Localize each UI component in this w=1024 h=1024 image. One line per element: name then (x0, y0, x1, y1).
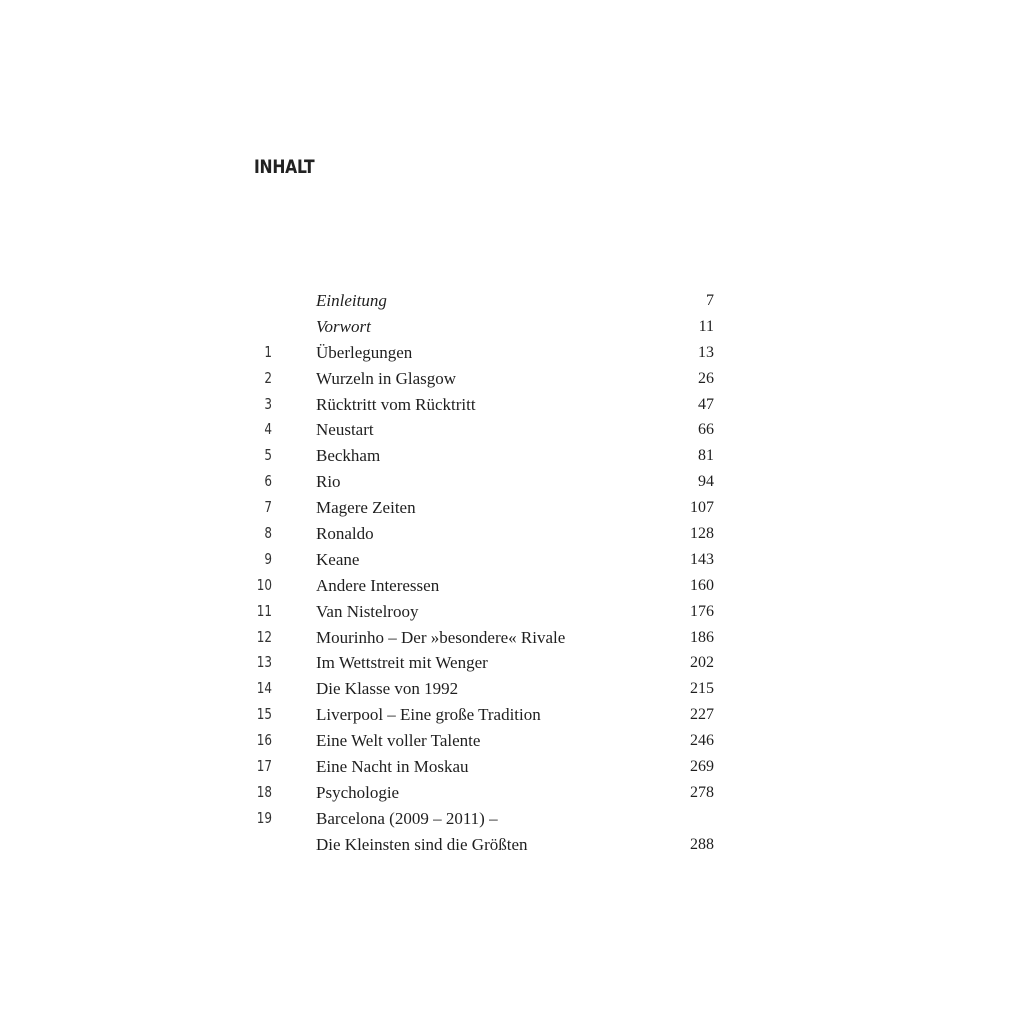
chapter-title: Rio (316, 472, 341, 492)
chapter-number: 3 (264, 394, 272, 413)
chapter-title: Barcelona (2009 – 2011) – (316, 808, 498, 828)
toc-entry (0, 599, 1024, 625)
toc-entry (0, 495, 1024, 521)
toc-entry (0, 625, 1024, 651)
chapter-title: Van Nistelrooy (316, 601, 419, 621)
chapter-number: 8 (264, 524, 272, 543)
chapter-title: Im Wettstreit mit Wenger (316, 653, 488, 673)
chapter-number: 19 (256, 808, 272, 827)
chapter-number: 6 (264, 472, 272, 491)
toc-entry (0, 702, 1024, 728)
chapter-number: 13 (256, 653, 272, 672)
toc-entry (0, 806, 1024, 832)
page-number: 11 (698, 317, 714, 335)
toc-entry (0, 547, 1024, 573)
chapter-title: Die Klasse von 1992 (316, 679, 459, 699)
chapter-number: 12 (256, 627, 272, 646)
chapter-number: 5 (264, 446, 272, 465)
table-of-contents (0, 288, 1024, 858)
chapter-number: 10 (256, 575, 272, 594)
page-title: INHALT (254, 156, 315, 178)
chapter-title: Ronaldo (316, 524, 374, 544)
page-number: 47 (698, 395, 714, 413)
toc-entry (0, 340, 1024, 366)
page-number: 202 (690, 654, 714, 672)
toc-entry (0, 521, 1024, 547)
page-number: 288 (690, 835, 714, 853)
chapter-title: Überlegungen (316, 342, 413, 362)
toc-entry (0, 366, 1024, 392)
page-number: 81 (698, 447, 714, 465)
toc-entry (0, 314, 1024, 340)
toc-entry (0, 650, 1024, 676)
toc-entry (0, 469, 1024, 495)
page-number: 128 (690, 525, 714, 543)
page-number: 227 (690, 706, 714, 724)
chapter-title: Eine Nacht in Moskau (316, 757, 469, 777)
toc-entry (0, 573, 1024, 599)
chapter-number: 9 (264, 549, 272, 568)
chapter-number: 1 (264, 342, 272, 361)
chapter-number: 17 (256, 757, 272, 776)
page-number: 215 (690, 680, 714, 698)
page-number: 66 (698, 421, 714, 439)
chapter-title: Mourinho – Der »besondere« Rivale (316, 627, 566, 647)
chapter-title: Vorwort (316, 316, 371, 336)
chapter-number: 7 (264, 498, 272, 517)
chapter-title: Eine Welt voller Talente (316, 731, 481, 751)
toc-entry (0, 288, 1024, 314)
chapter-number: 14 (256, 679, 272, 698)
page-number: 143 (690, 550, 714, 568)
chapter-title: Neustart (316, 420, 374, 440)
page-number: 94 (698, 473, 714, 491)
chapter-number: 11 (256, 601, 272, 620)
chapter-title: Liverpool – Eine große Tradition (316, 705, 541, 725)
toc-entry (0, 417, 1024, 443)
page-number: 176 (690, 602, 714, 620)
chapter-title: Keane (316, 549, 360, 569)
toc-entry (0, 443, 1024, 469)
page-number: 269 (690, 758, 714, 776)
chapter-title: Wurzeln in Glasgow (316, 368, 457, 388)
chapter-number: 4 (264, 420, 272, 439)
chapter-number: 2 (264, 368, 272, 387)
chapter-title: Beckham (316, 446, 381, 466)
page-number: 7 (706, 292, 714, 309)
toc-entry (0, 728, 1024, 754)
chapter-number: 15 (256, 705, 272, 724)
chapter-number: 16 (256, 731, 272, 750)
page-number: 246 (690, 732, 714, 750)
chapter-number: 18 (256, 782, 272, 801)
chapter-title: Rücktritt vom Rücktritt (316, 394, 476, 414)
page-number: 160 (690, 576, 714, 594)
chapter-title: Magere Zeiten (316, 498, 416, 518)
chapter-title: Psychologie (316, 782, 400, 802)
page-number: 13 (698, 343, 714, 361)
page-number: 186 (690, 628, 714, 646)
page-number: 26 (698, 369, 714, 387)
page-number: 278 (690, 783, 714, 801)
toc-entry (0, 780, 1024, 806)
chapter-title: Die Kleinsten sind die Größten (316, 834, 528, 854)
toc-entry (0, 676, 1024, 702)
toc-entry (0, 392, 1024, 418)
toc-entry (0, 754, 1024, 780)
page-number: 107 (690, 499, 714, 517)
chapter-title: Einleitung (316, 291, 387, 310)
chapter-title: Andere Interessen (316, 575, 440, 595)
toc-entry (0, 832, 1024, 858)
